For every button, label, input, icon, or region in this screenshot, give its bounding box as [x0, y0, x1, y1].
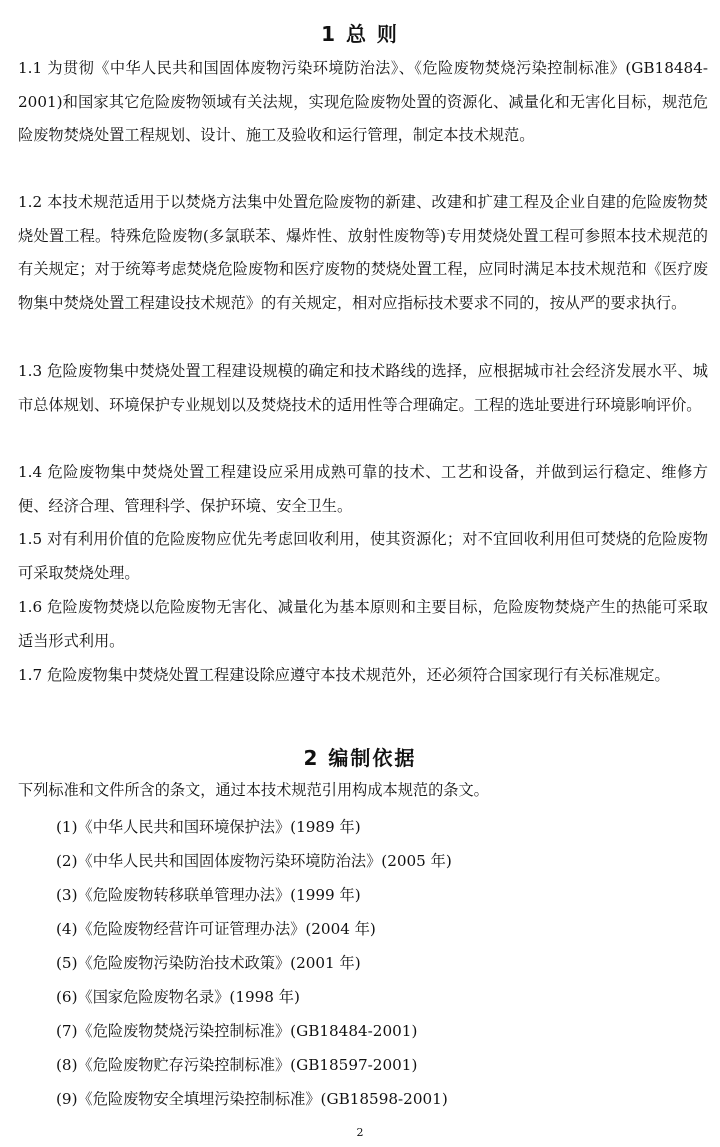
section-2-heading: 2 编制依据 [303, 746, 417, 770]
reference-item: (3)《危险废物转移联单管理办法》(1999 年) [56, 886, 361, 904]
clause-1-2: 1.2 本技术规范适用于以焚烧方法集中处置危险废物的新建、改建和扩建工程及企业自建的危险废物焚烧处置工程。特殊危险废物(多氯联苯、爆炸性、放射性废物等)专用焚烧处置工程可参照本技术规范的有关规定；对于统筹考虑焚烧危险废物和医疗废物的焚烧处置工程，应同时满足本技术规范和《医疗废物集中焚烧处置工程建设技术规范》的有关规定，相对应指标技术要求不同的，按从严的要求执行。 [18, 193, 708, 312]
clause-1-4: 1.4 危险废物集中焚烧处置工程建设应采用成熟可靠的技术、工艺和设备，并做到运行稳定、维修方便、经济合理、管理科学、保护环境、安全卫生。 [18, 463, 708, 515]
clause-1-5: 1.5 对有利用价值的危险废物应优先考虑回收利用，使其资源化；对不宜回收利用但可焚烧的危险废物可采取焚烧处理。 [18, 530, 708, 582]
reference-list [56, 813, 696, 1119]
reference-item: (5)《危险废物污染防治技术政策》(2001 年) [56, 954, 361, 972]
clause-1-6: 1.6 危险废物焚烧以危险废物无害化、减量化为基本原则和主要目标，危险废物焚烧产生的热能可采取适当形式利用。 [18, 598, 708, 650]
section-1-heading: 1 总 则 [321, 22, 399, 46]
page-number: 2 [356, 1126, 364, 1139]
clause-1-7: 1.7 危险废物集中焚烧处置工程建设除应遵守本技术规范外，还必须符合国家现行有关标准规定。 [18, 666, 670, 684]
reference-item: (2)《中华人民共和国固体废物污染环境防治法》(2005 年) [56, 852, 452, 870]
clause-1-1: 1.1 为贯彻《中华人民共和国固体废物污染环境防治法》、《危险废物焚烧污染控制标准》(GB18484-2001)和国家其它危险废物领域有关法规，实现危险废物处置的资源化、减量化和无害化目标，规范危险废物焚烧处置工程规划、设计、施工及验收和运行管理，制定本技术规范。 [18, 59, 708, 145]
reference-item: (6)《国家危险废物名录》(1998 年) [56, 988, 300, 1006]
reference-item: (8)《危险废物贮存污染控制标准》(GB18597-2001) [56, 1056, 418, 1074]
clause-1-3: 1.3 危险废物集中焚烧处置工程建设规模的确定和技术路线的选择，应根据城市社会经济发展水平、城市总体规划、环境保护专业规划以及焚烧技术的适用性等合理确定。工程的选址要进行环境影响评价。 [18, 362, 708, 414]
reference-item: (1)《中华人民共和国环境保护法》(1989 年) [56, 818, 361, 836]
reference-item: (7)《危险废物焚烧污染控制标准》(GB18484-2001) [56, 1022, 418, 1040]
reference-item: (4)《危险废物经营许可证管理办法》(2004 年) [56, 920, 376, 938]
reference-item: (9)《危险废物安全填埋污染控制标准》(GB18598-2001) [56, 1090, 448, 1108]
references-intro: 下列标准和文件所含的条文，通过本技术规范引用构成本规范的条文。 [18, 781, 489, 799]
